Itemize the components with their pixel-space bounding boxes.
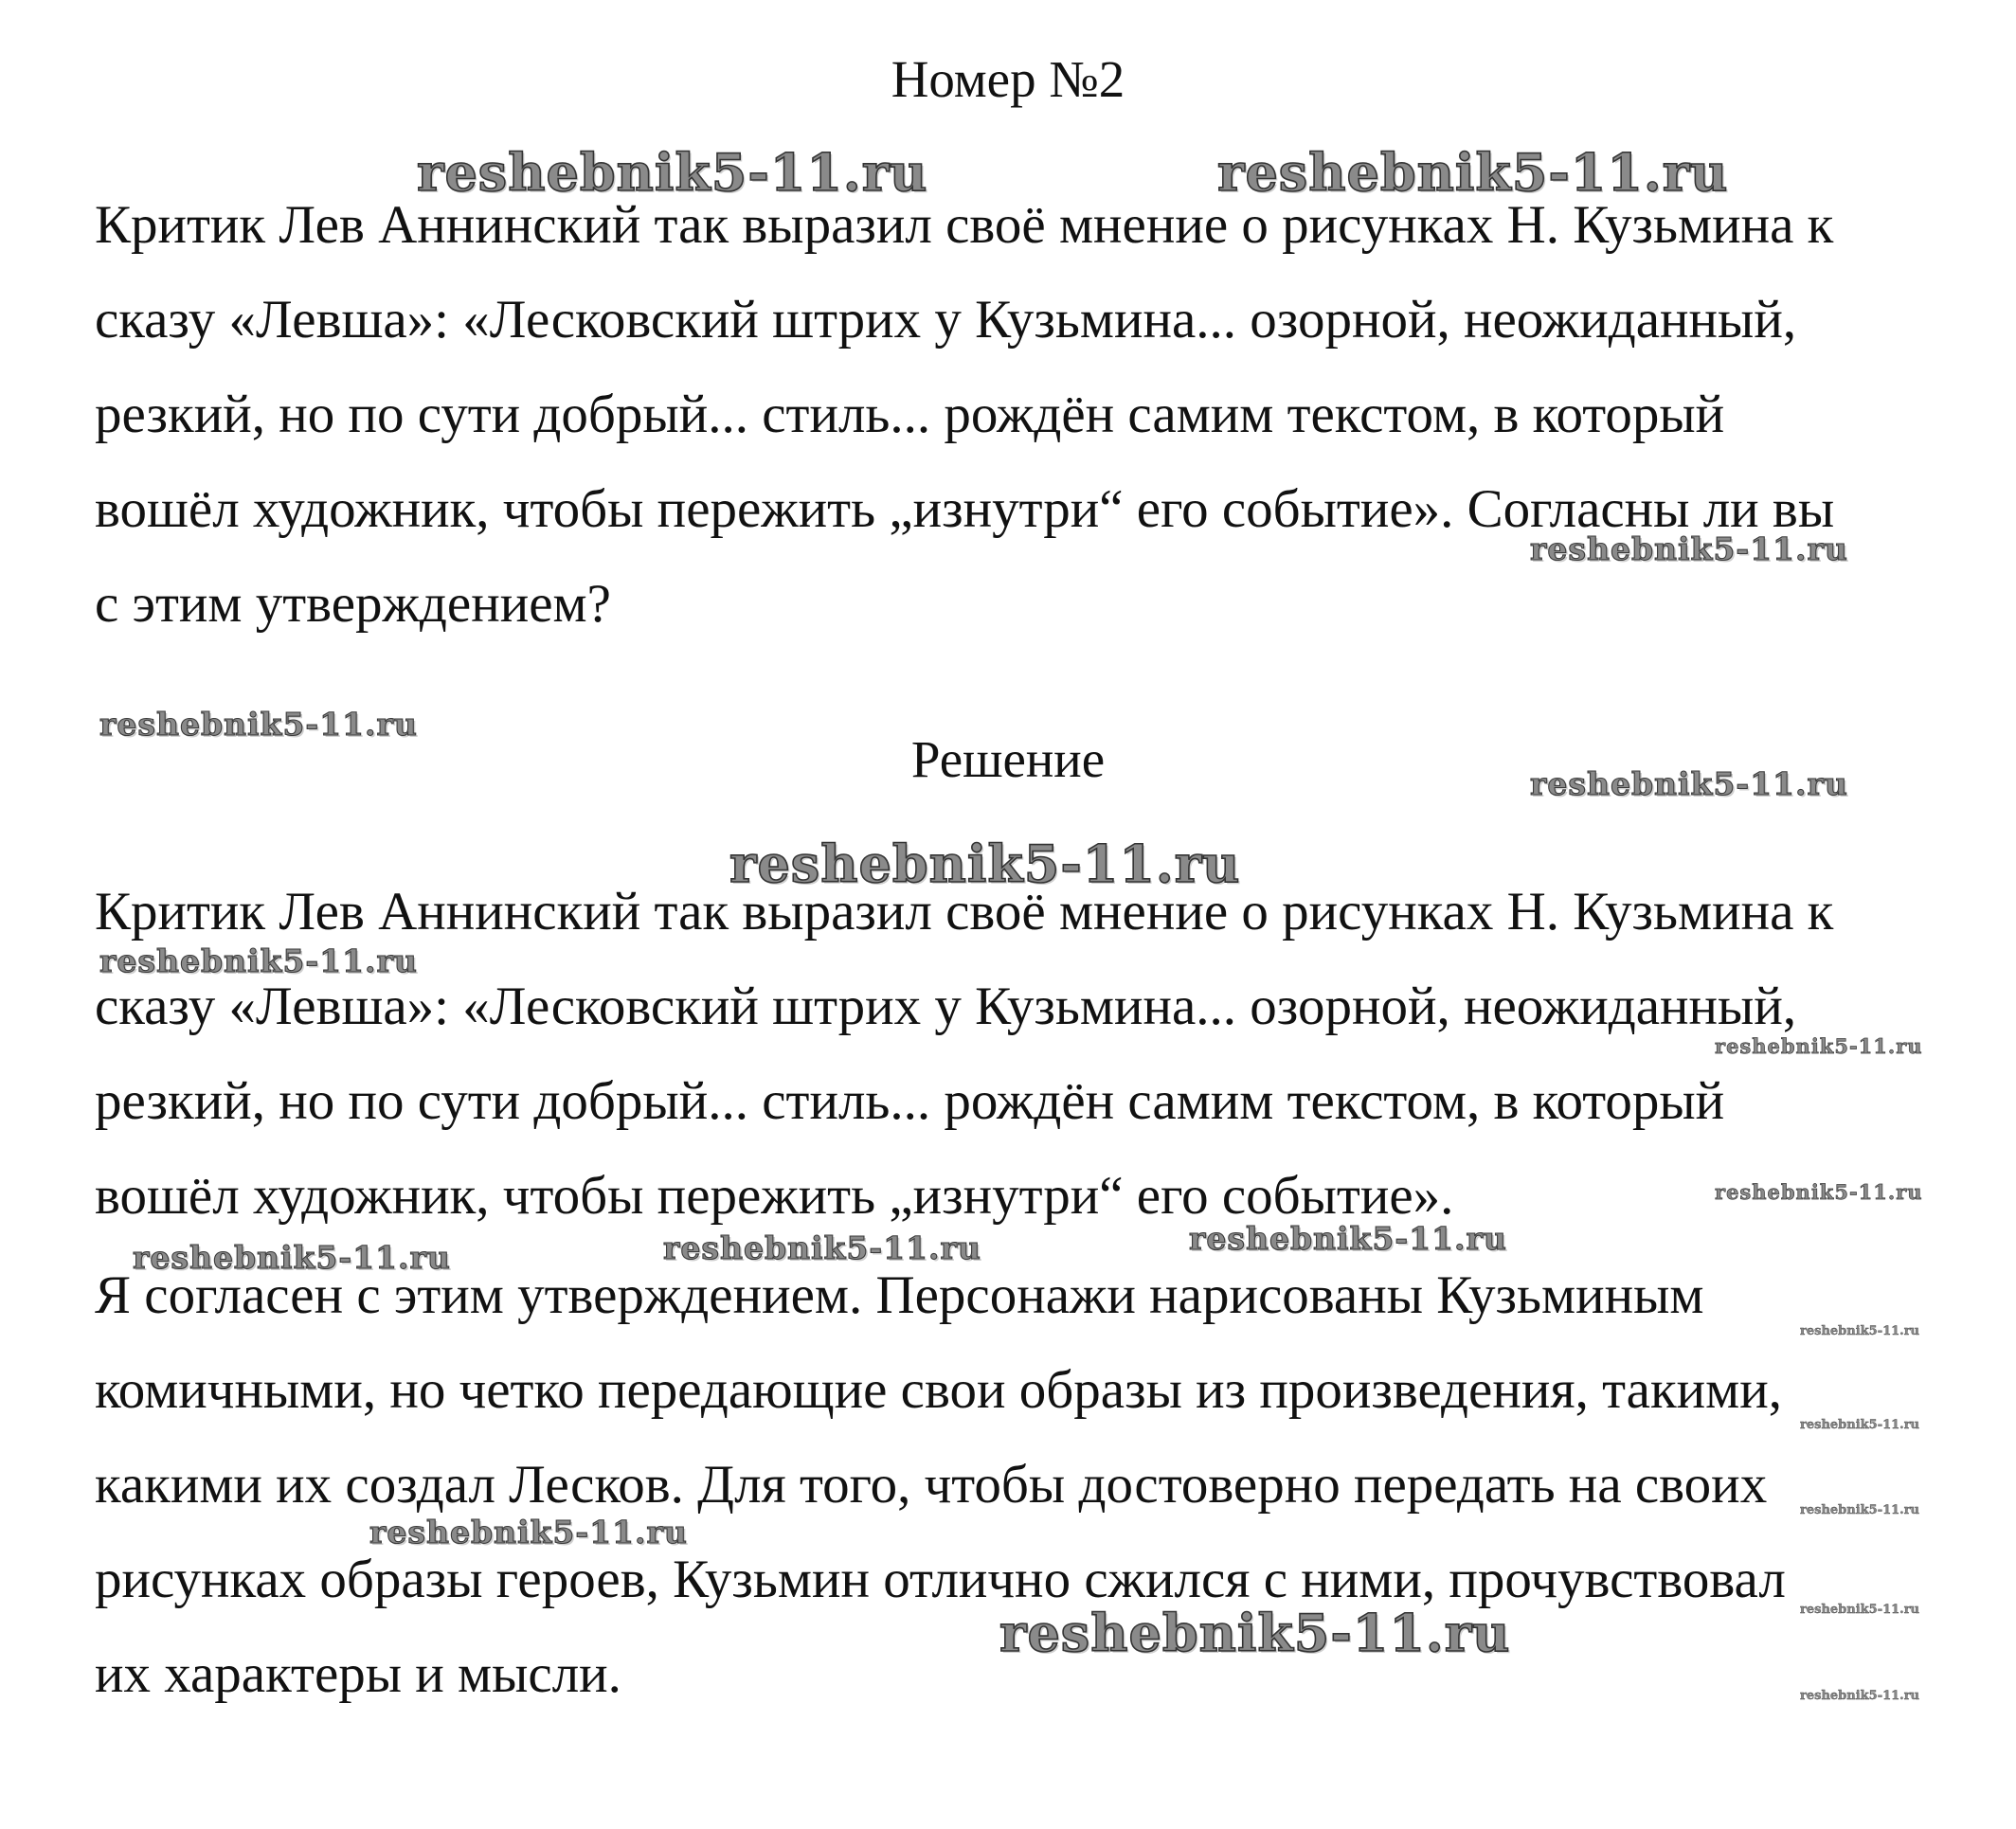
watermark: reshebnik5-11.ru — [1715, 1180, 1923, 1204]
watermark: reshebnik5-11.ru — [1800, 1689, 1920, 1703]
quote-line: сказу «Левша»: «Лесковский штрих у Кузьмина... озорной, неожиданный, — [95, 977, 1797, 1036]
watermark: reshebnik5-11.ru — [417, 142, 928, 203]
watermark: reshebnik5-11.ru — [1530, 530, 1848, 567]
task-line: резкий, но по сути добрый... стиль... рождён самим текстом, в который — [95, 385, 1725, 444]
watermark: reshebnik5-11.ru — [663, 1229, 981, 1266]
answer-line: их характеры и мысли. — [95, 1644, 621, 1704]
task-line: с этим утверждением? — [95, 574, 611, 634]
watermark: reshebnik5-11.ru — [99, 942, 418, 979]
watermark: reshebnik5-11.ru — [133, 1239, 451, 1276]
quote-line: вошёл художник, чтобы пережить „изнутри“ его событие». — [95, 1166, 1454, 1226]
watermark: reshebnik5-11.ru — [1800, 1503, 1920, 1517]
watermark: reshebnik5-11.ru — [1800, 1418, 1920, 1432]
watermark: reshebnik5-11.ru — [369, 1514, 688, 1551]
watermark: reshebnik5-11.ru — [729, 834, 1241, 894]
watermark: reshebnik5-11.ru — [1217, 142, 1729, 203]
task-line: сказу «Левша»: «Лесковский штрих у Кузьмина... озорной, неожиданный, — [95, 290, 1797, 350]
answer-line: Я согласен с этим утверждением. Персонажи нарисованы Кузьминым — [95, 1265, 1704, 1325]
watermark: reshebnik5-11.ru — [1800, 1603, 1920, 1617]
quote-line: Критик Лев Аннинский так выразил своё мнение о рисунках Н. Кузьмина к — [95, 882, 1834, 941]
watermark: reshebnik5-11.ru — [1530, 765, 1848, 802]
solution-heading: Решение — [910, 730, 1106, 788]
watermark: reshebnik5-11.ru — [1800, 1324, 1920, 1338]
watermark: reshebnik5-11.ru — [99, 706, 418, 743]
watermark: reshebnik5-11.ru — [999, 1603, 1511, 1663]
quote-line: резкий, но по сути добрый... стиль... рождён самим текстом, в который — [95, 1071, 1725, 1131]
watermark: reshebnik5-11.ru — [1715, 1034, 1923, 1058]
task-line: вошёл художник, чтобы пережить „изнутри“ его событие». Согласны ли вы — [95, 479, 1835, 539]
task-line: Критик Лев Аннинский так выразил своё мнение о рисунках Н. Кузьмина к — [95, 195, 1834, 255]
page-title: Номер №2 — [891, 50, 1125, 108]
watermark: reshebnik5-11.ru — [1189, 1220, 1507, 1257]
answer-line: рисунках образы героев, Кузьмин отлично сжился с ними, прочувствовал — [95, 1550, 1786, 1609]
answer-line: комичными, но четко передающие свои образы из произведения, такими, — [95, 1360, 1782, 1420]
answer-line: какими их создал Лесков. Для того, чтобы достоверно передать на своих — [95, 1455, 1768, 1515]
